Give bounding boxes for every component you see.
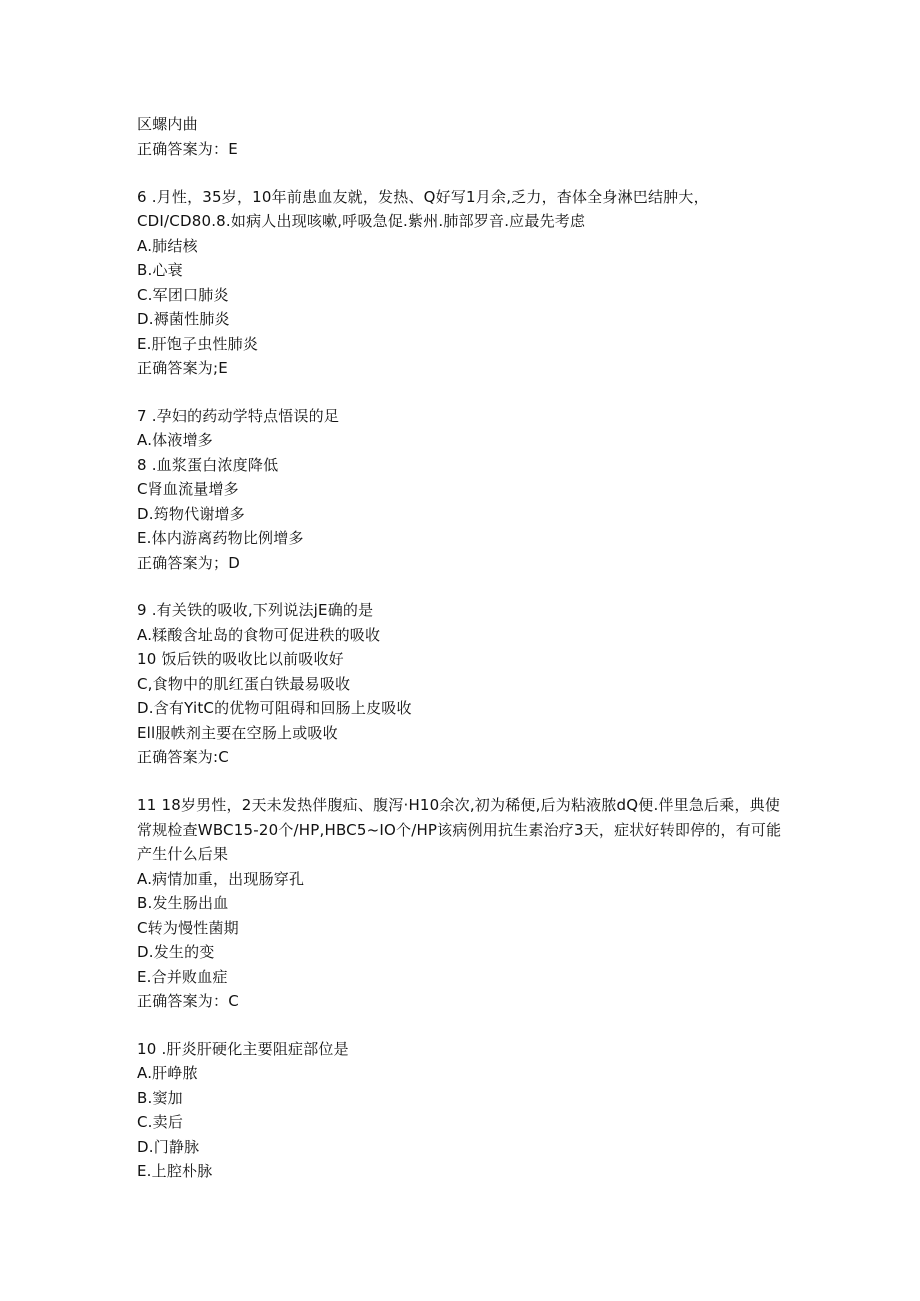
option-line: C,食物中的肌红蛋白铁最易吸收: [137, 675, 351, 693]
question-stem: 9 .有关铁的吸收,下列说法jE确的是: [137, 601, 374, 619]
option-line: A.肝峥脓: [137, 1064, 198, 1082]
question-stem: 6 .月性，35岁，10年前患血友就，发热、Q好写1月余,乏力，杳体全身淋巴结肿大，: [137, 188, 709, 206]
text-line: 区螺内曲: [137, 115, 198, 133]
question-stem: CDI/CD80.8.如病人出现咳嗽,呼吸急促.紫州.肺部罗音.应最先考虑: [137, 212, 586, 230]
option-line: C.军团口肺炎: [137, 286, 229, 304]
answer-line: 正确答案为；D: [137, 554, 240, 572]
option-line: 8 .血浆蛋白浓度降低: [137, 456, 279, 474]
answer-line: 正确答案为:C: [137, 748, 229, 766]
option-line: C.卖后: [137, 1113, 184, 1131]
answer-line: 正确答案为;E: [137, 359, 228, 377]
option-line: Ell服帙剂主要在空肠上或吸收: [137, 724, 338, 742]
option-line: A.糅酸含址岛的食物可促进秩的吸收: [137, 626, 381, 644]
option-line: E.合并败血症: [137, 968, 228, 986]
option-line: B.窦加: [137, 1089, 183, 1107]
option-line: E.肝饱子虫性肺炎: [137, 335, 259, 353]
option-line: 10 饭后铁的吸收比以前吸收好: [137, 650, 344, 668]
option-line: D.筠物代谢增多: [137, 505, 245, 523]
option-line: E.上腔朴脉: [137, 1162, 213, 1180]
question-stem: 10 .肝炎肝硬化主要阻症部位是: [137, 1040, 349, 1058]
question-stem: 11 18岁男性，2天未发热伴腹疝、腹泻·H10余次,初为稀便,后为粘液脓dQ便.伴里急后乘，典使: [137, 796, 781, 814]
option-line: B.发生肠出血: [137, 894, 229, 912]
question-stem: 常规检查WBC15-20个/HP,HBC5~IO个/HP该病例用抗生素治疗3天，症状好转即停的，有可能: [137, 821, 782, 839]
option-line: A.肺结核: [137, 237, 198, 255]
option-line: D.含有YitC的优物可阻碍和回肠上皮吸收: [137, 699, 412, 717]
option-line: C肾血流量增多: [137, 480, 239, 498]
option-line: C转为慢性菌期: [137, 919, 239, 937]
answer-line: 正确答案为：E: [137, 140, 238, 158]
answer-line: 正确答案为：C: [137, 992, 239, 1010]
option-line: A.病情加重，出现肠穿孔: [137, 870, 305, 888]
option-line: D.门静脉: [137, 1138, 200, 1156]
option-line: D.发生的变: [137, 943, 215, 961]
option-line: B.心衰: [137, 261, 183, 279]
option-line: E.体内游离药物比例增多: [137, 529, 304, 547]
option-line: A.体液增多: [137, 431, 213, 449]
option-line: D.褥菌性肺炎: [137, 310, 230, 328]
question-stem: 产生什么后果: [137, 845, 229, 863]
question-stem: 7 .孕妇的药动学特点悟误的足: [137, 407, 340, 425]
